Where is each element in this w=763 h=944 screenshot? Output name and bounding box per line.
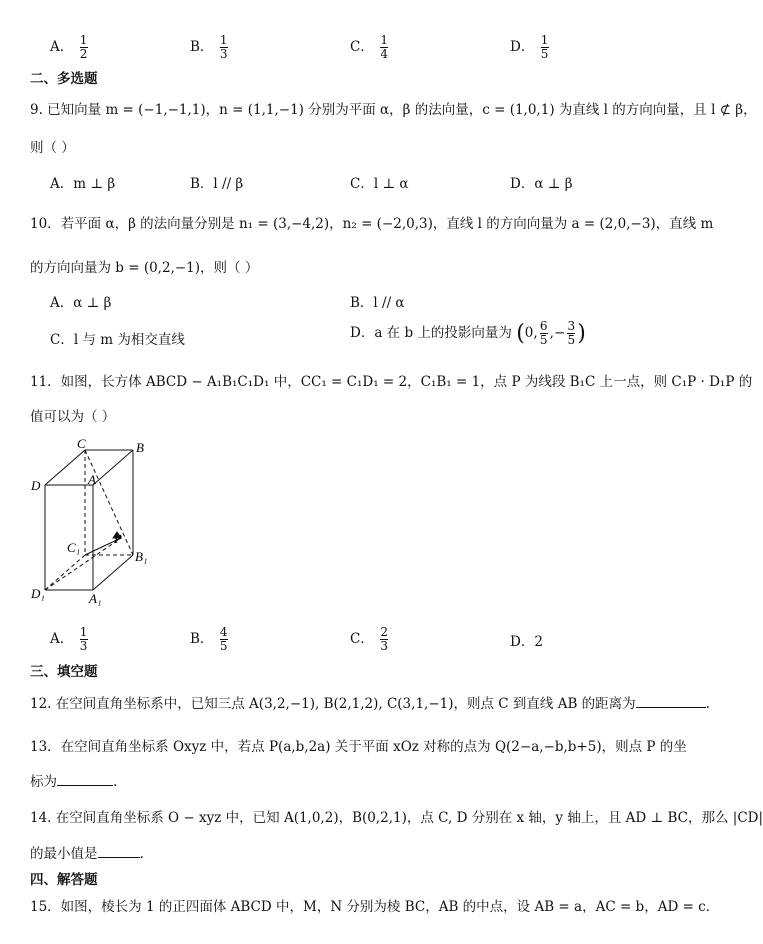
section-heading-multiple-choice: 二、多选题 [30, 71, 98, 87]
q9-option-d: D．α ⊥ β [510, 176, 573, 192]
label-b: B [136, 440, 144, 455]
option-letter: C． [350, 631, 374, 647]
option-letter: B． [190, 631, 214, 647]
q9-stem-line1: 9. 已知向量 m = (−1,−1,1)，n = (1,1,−1) 分别为平面 α，β 的法向量，c = (1,0,1) 为直线 l 的方向向量，且 l ⊄ β， [30, 102, 757, 118]
option-letter: C． [350, 39, 374, 55]
q11-stem-line1: 11．如图，长方体 ABCD − A₁B₁C₁D₁ 中，CC₁ = C₁D₁ = 2，C₁B₁ = 1，点 P 为线段 B₁C 上一点，则 C₁P · D₁P 的 [30, 374, 753, 390]
q11-option-a [50, 626, 90, 653]
option-letter: B． [190, 39, 214, 55]
q8-option-d [510, 34, 551, 61]
numerator: 6 [539, 319, 548, 333]
fraction [220, 626, 228, 653]
q13-line2: 标为 . [30, 774, 118, 790]
q12-stem: 12. 在空间直角坐标系中，已知三点 A(3,2,−1), B(2,1,2), C(3,1,−1)，则点 C 到直线 AB 的距离为 [30, 696, 636, 712]
q15-stem: 15．如图，棱长为 1 的正四面体 ABCD 中，M，N 分别为棱 BC，AB 的中点，设 AB = a，AC = b，AD = c． [30, 899, 720, 915]
numerator: 1 [79, 625, 88, 639]
answer-blank [98, 857, 140, 858]
q14-stem-line2: 的最小值是 [30, 846, 98, 862]
label-d: D [31, 478, 41, 493]
numerator: 3 [567, 319, 576, 333]
vector-component: 0, [524, 325, 538, 341]
label-a: A [88, 472, 96, 487]
q11-option-d: D．2 [510, 634, 543, 650]
q11-option-c [350, 626, 390, 653]
denominator: 5 [567, 333, 576, 347]
label-p: P [114, 531, 122, 546]
section-heading-fill-in: 三、填空题 [30, 664, 98, 680]
q13-stem-line2: 标为 [30, 774, 57, 790]
option-letter: A． [50, 39, 74, 55]
label-b1: B₁ [135, 549, 148, 564]
q8-option-c [350, 34, 390, 61]
q8-option-a [50, 34, 90, 61]
option-text: D．a 在 b 上的投影向量为 [350, 325, 512, 341]
fraction [80, 34, 88, 61]
fraction [380, 34, 388, 61]
q9-stem-line2: 则（ ） [30, 140, 75, 156]
numerator: 4 [219, 625, 228, 639]
denominator: 2 [79, 47, 88, 61]
numerator: 1 [540, 33, 549, 47]
q12-line: 12. 在空间直角坐标系中，已知三点 A(3,2,−1), B(2,1,2), C(3,1,−1)，则点 C 到直线 AB 的距离为 . [30, 696, 710, 712]
q9-option-c: C．l ⊥ α [350, 176, 409, 192]
q10-option-c: C．l 与 m 为相交直线 [50, 332, 185, 348]
q10-option-b: B．l // α [350, 295, 405, 311]
q10-option-d: D．a 在 b 上的投影向量为 (0, $\frac{6}{5}$ ,− $\frac{3}{5}$ ) [350, 319, 586, 347]
q11-option-b [190, 626, 230, 653]
denominator: 5 [540, 47, 549, 61]
denominator: 3 [79, 639, 88, 653]
denominator: 5 [219, 639, 228, 653]
denominator: 3 [219, 47, 228, 61]
numerator: 1 [380, 33, 388, 47]
numerator: 1 [79, 33, 88, 47]
denominator: 5 [539, 333, 548, 347]
q9-option-a: A．m ⊥ β [50, 176, 116, 192]
fraction [380, 626, 388, 653]
section-heading-solutions: 四、解答题 [30, 872, 98, 888]
q8-option-b [190, 34, 230, 61]
answer-blank [57, 785, 113, 786]
q14-line2: 的最小值是 . [30, 846, 144, 862]
fraction [220, 34, 228, 61]
q10-stem-line1: 10．若平面 α，β 的法向量分别是 n₁ = (3,−4,2)，n₂ = (−2,0,3)，直线 l 的方向向量为 a = (2,0,−3)，直线 m [30, 216, 714, 232]
q14-stem-line1: 14. 在空间直角坐标系 O − xyz 中，已知 A(1,0,2)，B(0,2,1)，点 C, D 分别在 x 轴，y 轴上，且 AD ⊥ BC，那么 |CD| [30, 810, 763, 826]
q10-stem-line2: 的方向向量为 b = (0,2,−1)，则（ ） [30, 260, 259, 276]
numerator: 2 [380, 625, 388, 639]
q13-stem-line1: 13．在空间直角坐标系 Oxyz 中，若点 P(a,b,2a) 关于平面 xOz 对称的点为 Q(2−a,−b,b+5)，则点 P 的坐 [30, 739, 687, 755]
label-c1: C₁ [67, 540, 81, 555]
denominator: 4 [380, 47, 388, 61]
option-letter: D． [510, 39, 535, 55]
fraction [541, 34, 549, 61]
fraction [80, 626, 88, 653]
denominator: 3 [380, 639, 388, 653]
label-a1: A₁ [89, 591, 102, 606]
label-d1: D₁ [31, 586, 45, 601]
separator: ,− [549, 325, 566, 341]
fraction [540, 320, 548, 347]
fraction [567, 320, 575, 347]
q11-stem-line2: 值可以为（ ） [30, 409, 116, 425]
q9-option-b: B．l // β [190, 176, 244, 192]
label-c: C [77, 436, 86, 451]
q10-option-a: A．α ⊥ β [50, 295, 112, 311]
numerator: 1 [219, 33, 228, 47]
answer-blank [636, 707, 706, 708]
cuboid-figure [25, 435, 165, 610]
option-letter: A． [50, 631, 74, 647]
